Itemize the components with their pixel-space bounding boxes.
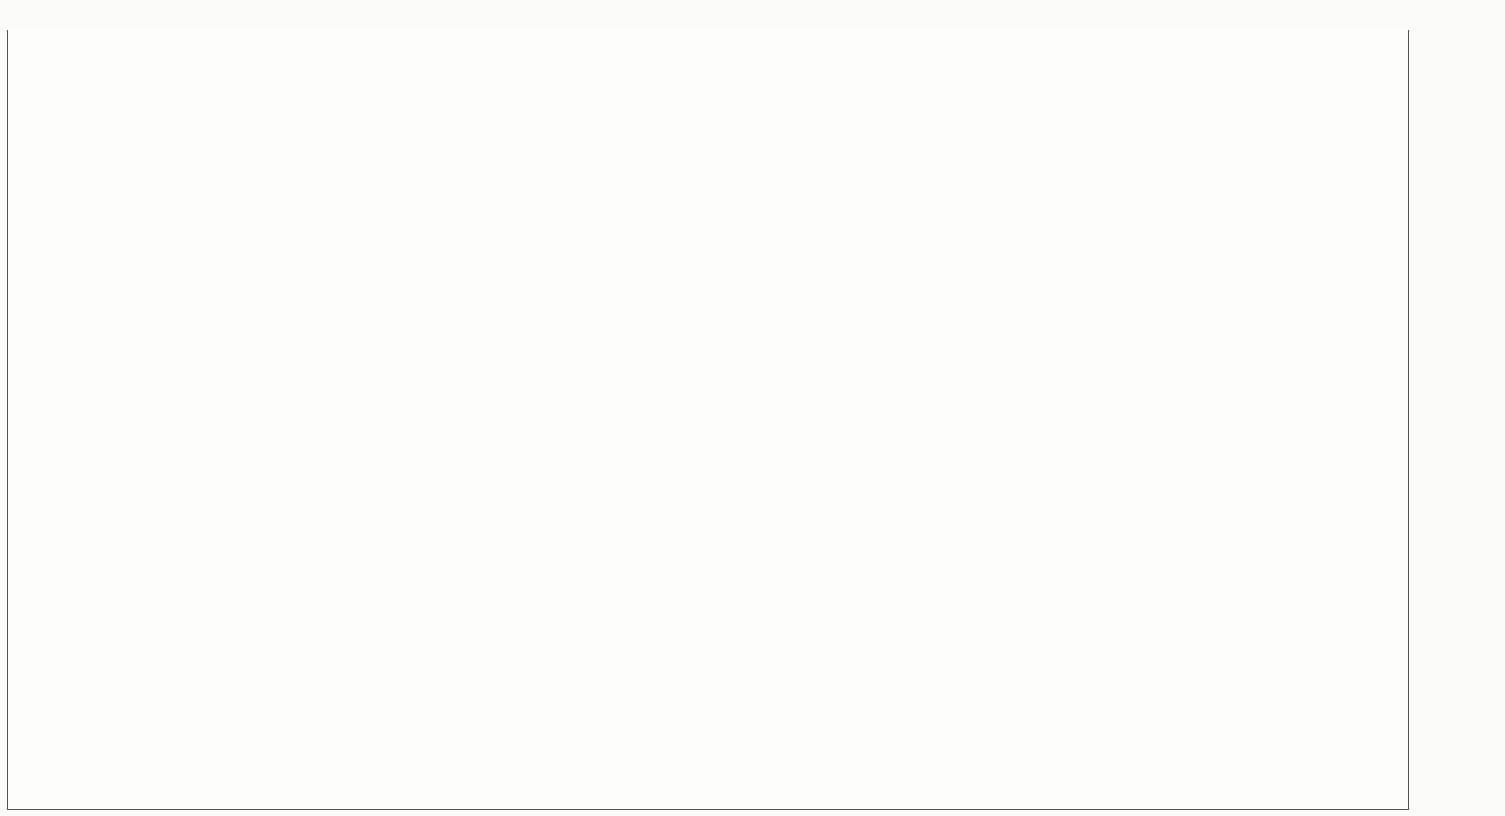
concern-table-sheet	[7, 30, 1409, 810]
